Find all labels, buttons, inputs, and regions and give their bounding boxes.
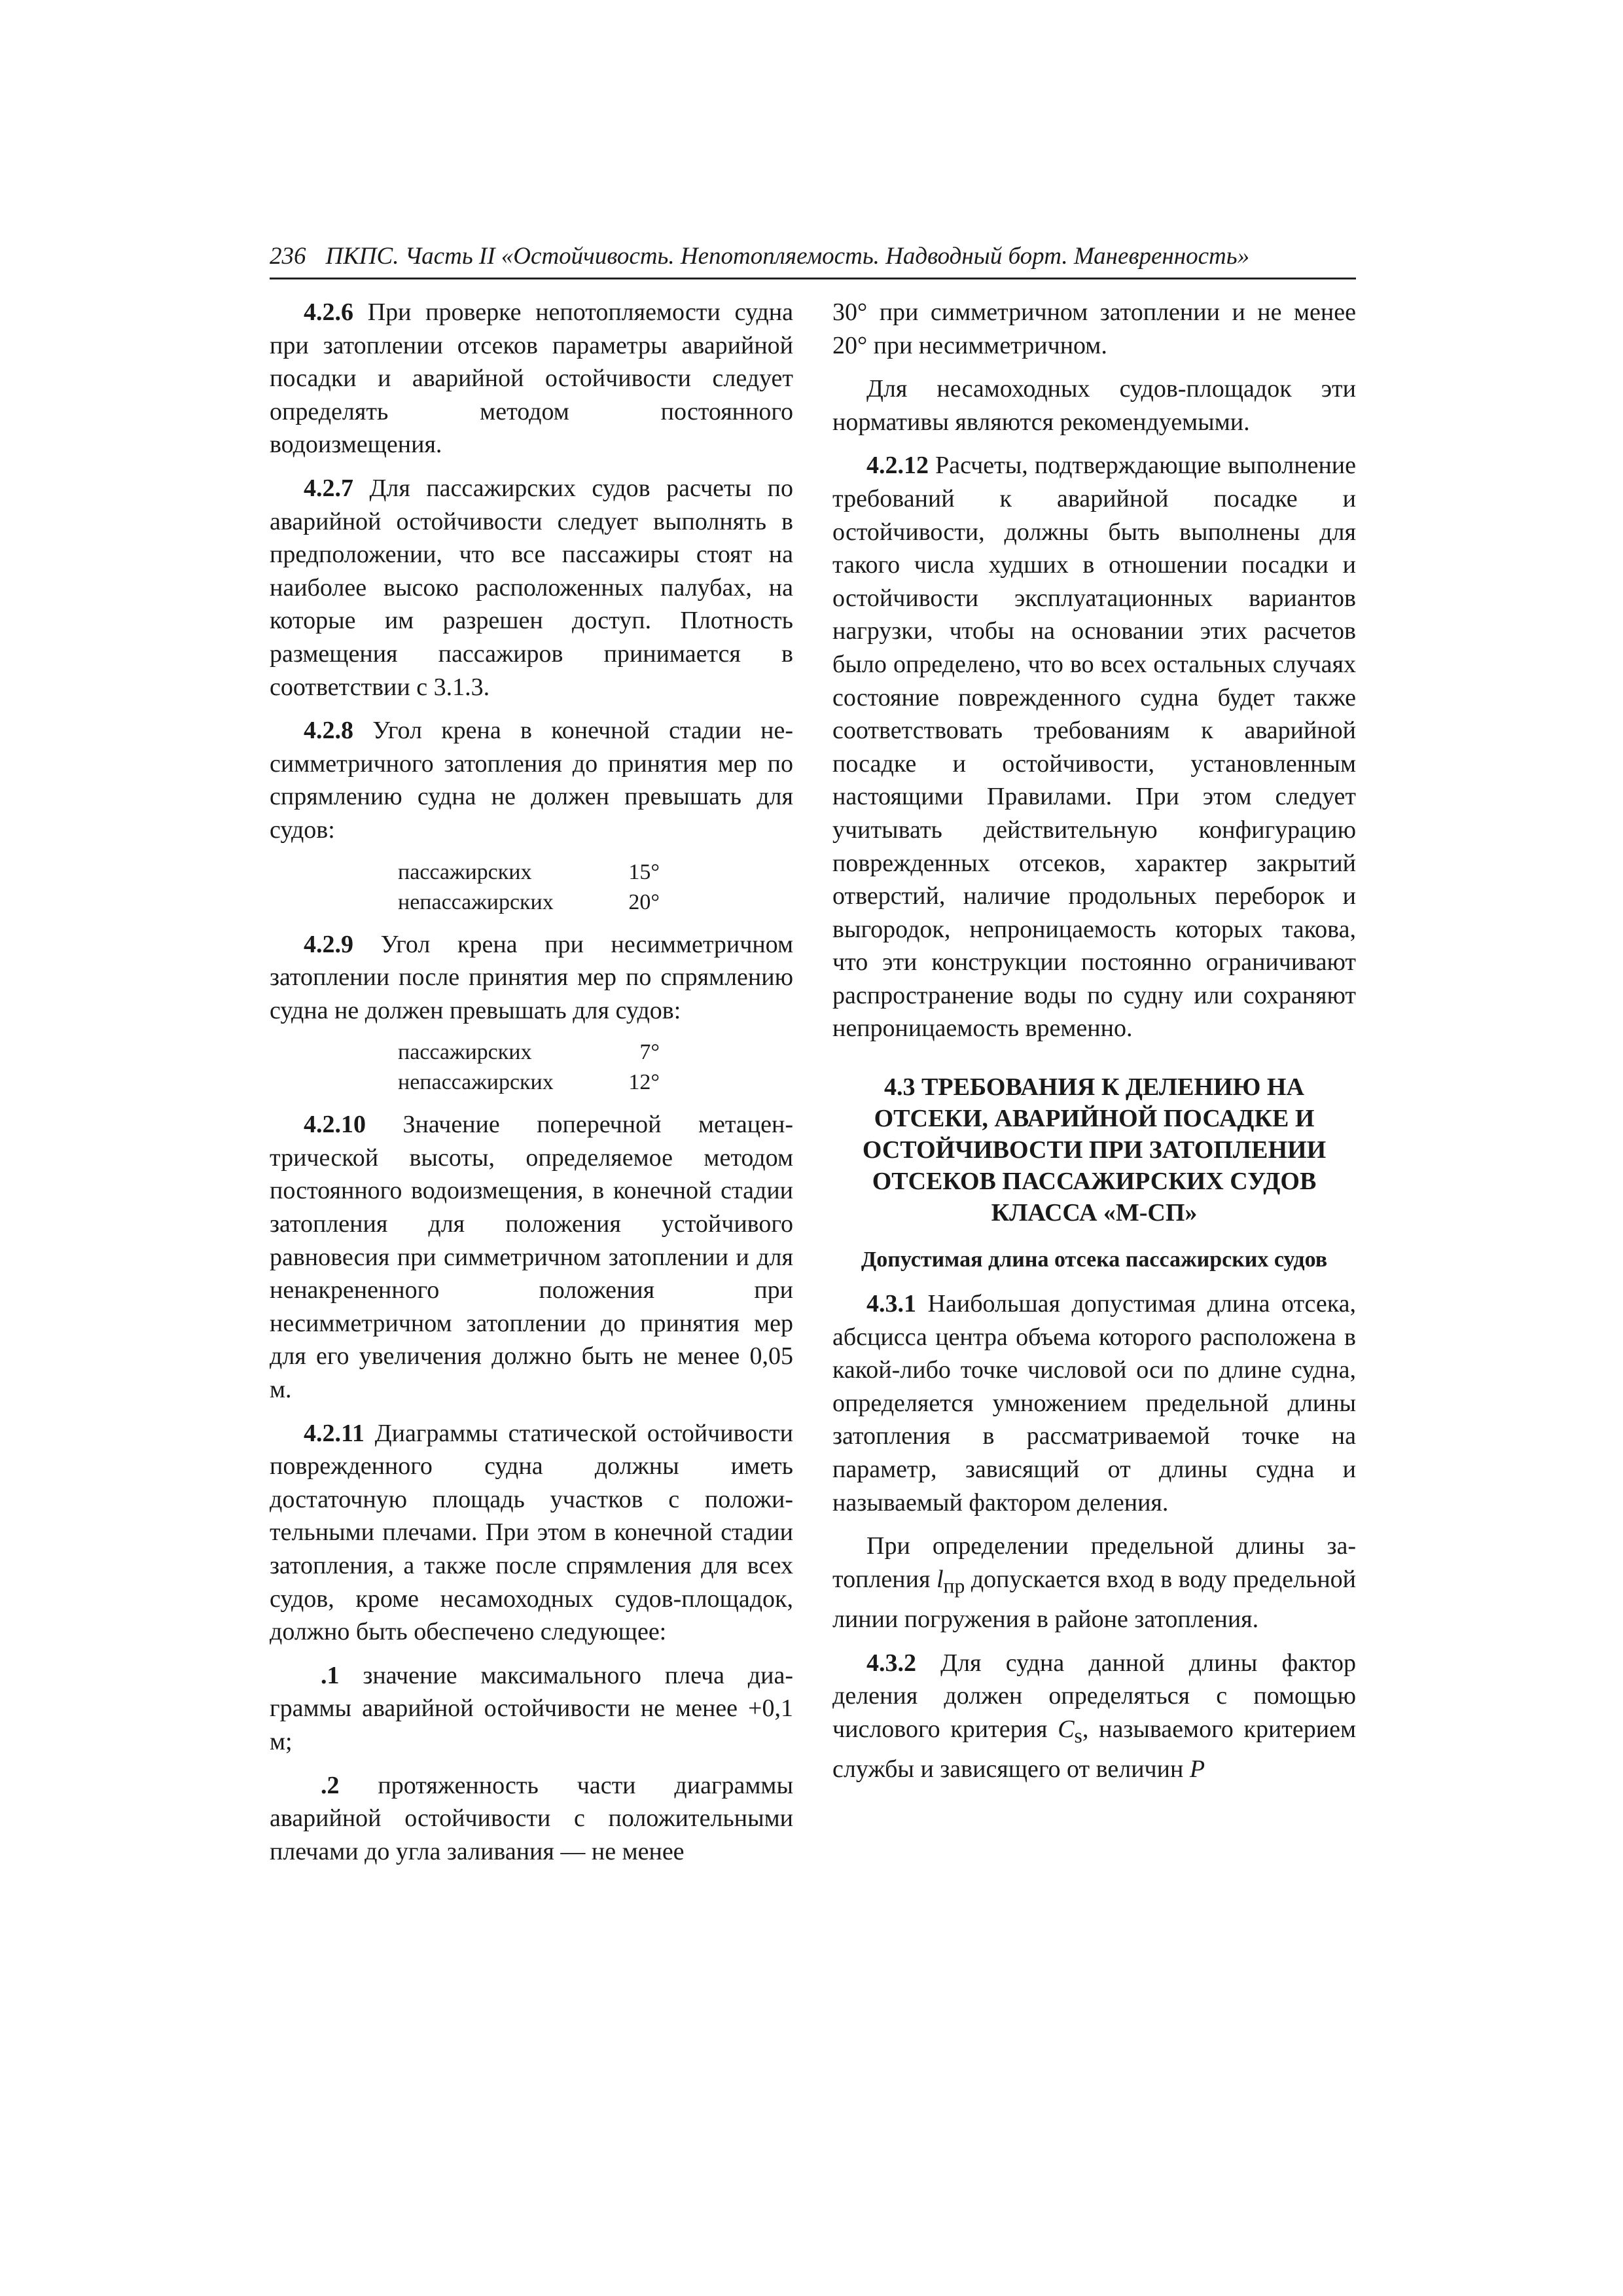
symbol-l: l [936,1565,944,1593]
heel-angle-table-4-2-8 [398,857,660,918]
heel-angle-table-4-2-9 [398,1037,660,1098]
table-row [398,1067,660,1098]
subsection-title: Допустимая длина отсека пассажирских судов [861,1247,1328,1272]
page-number: 236 [270,243,306,270]
symbol-p: P [1189,1755,1205,1783]
running-title: ПКПС. Часть II «Остойчивость. Непотопляемость. Надводный борт. Маневренность» [325,243,1250,270]
text-after: допускается вход в воду предельной линии погружения в районе затопления. [832,1565,1356,1633]
item-text: протяженность части диаграммы аварийной остойчивости с положительными плечами до угла заливания — не менее [270,1771,794,1865]
table-row [398,1037,660,1067]
list-item-1 [270,1659,793,1759]
text-middle: , называемого критерием службы и зависящего от величин [832,1715,1356,1783]
paragraph-4-3-1 [832,1287,1356,1519]
text-before: Для судна данной длины фактор деления должен определяться с помощью числового критерия [832,1649,1356,1743]
left-column [270,296,793,1878]
paragraph-non-self-propelled: Для несамоходных судов-площадок эти нормативы являются рекомендуемыми. [832,375,1356,436]
paragraph-4-2-9 [270,928,793,1028]
clause-text: Значение поперечной метацентрической высоты, определяемое методом постоянного водоизмещения, в конечной стадии затопления для положения устойчивого равновесия при симметричном затоплении и для ненакрененного положения при несимметричном затоплении до принятия мер для его увеличения должно быть не менее 0,05 м. [270,1111,793,1404]
clause-number: 4.2.8 [304,717,353,745]
angle-value: 7° [639,1040,660,1065]
running-header [270,241,1356,279]
clause-text: Угол крена в конечной стадии несимметричного затопления до принятия мер по спрямлению судна не должен превышать для судов: [270,717,793,844]
clause-text: Угол крена при несимметричном затоплении после принятия мер по спрямлению судна не должен превышать для судов: [270,930,794,1024]
clause-text: Наибольшая допустимая длина отсека, абсцисса центра объема которого расположена в какой-либо точке числовой оси по длине судна, определяется умножением предельной длины затопления в рассматриваемой точке на параметр, зависящий от длины судна и называемый фактором деления. [832,1290,1357,1516]
vessel-type: пассажирских [398,859,532,884]
list-item-2 [270,1769,793,1869]
paragraph-4-2-6 [270,296,793,461]
clause-text: Диаграммы статической остойчивости поврежденного судна должны иметь достаточную площадь участков с положительными плечами. При этом в конечной стадии затопления, а также после спрямления для всех судов, кроме несамоходных судов-площадок, должно быть обеспечено следующее: [270,1419,793,1646]
continued-text: 30° при симметричном затоплении и не менее 20° при несимметричном. [832,298,1356,359]
symbol-subscript: пр [943,1574,965,1598]
paragraph-4-2-7 [270,472,793,704]
paragraph-flooding-length [832,1530,1356,1636]
paragraph-4-2-8 [270,714,793,846]
clause-text: Расчеты, подтверждающие выполнение требований к аварийной посадке и остойчивости, должны быть выполнены для такого числа худших в отношении посадки и остойчивости эксплуатационных вариантов нагрузки, чтобы на основании этих расчетов было определено, что во всех остальных случаях состояние поврежденного судна будет также соответствовать требованиям к аварийной посадке и остойчивости, установленным настоящими Правилами. При этом следует учитывать действительную конфигурацию поврежденных отсеков, характер закрытий отверстий, наличие продольных переборок и выгородок, непроницаемость которых такова, что эти конструкции постоянно ограничивают распространение воды по судну или сохраняют непроницаемость временно. [832,452,1356,1043]
clause-number: 4.2.10 [304,1111,366,1139]
symbol-subscript: s [1074,1724,1082,1748]
table-row [398,888,660,918]
text-before: При определении предельной длины затопления [832,1532,1356,1593]
symbol-c: C [1058,1715,1075,1743]
section-title-4-3: 4.3 ТРЕБОВАНИЯ К ДЕЛЕНИЮ НА ОТСЕКИ, АВАРИЙНОЙ ПОСАДКЕ И ОСТОЙЧИВОСТИ ПРИ ЗАТОПЛЕНИИ ОТСЕКОВ ПАССАЖИРСКИХ СУДОВ КЛАССА «М-СП» [862,1073,1327,1227]
paragraph-4-2-11 [270,1417,793,1649]
clause-number: 4.2.12 [866,452,929,480]
vessel-type: пассажирских [398,1040,532,1065]
angle-value: 12° [628,1070,660,1095]
clause-number: 4.2.9 [304,930,353,958]
angle-value: 15° [628,859,660,884]
item-number: .2 [321,1771,340,1799]
vessel-type: непассажирских [398,1070,554,1095]
table-row [398,857,660,888]
angle-value: 20° [628,889,660,914]
clause-number: 4.2.11 [304,1419,365,1447]
clause-text: Для пассажирских судов расчеты по аварийной остойчивости следует выполнять в предположении, что все пассажиры стоят на наиболее высоко расположенных палубах, на которые им разрешен доступ. Плотность размещения пассажиров принимается в соответствии с 3.1.3. [270,474,794,701]
vessel-type: непассажирских [398,889,554,914]
clause-number: 4.2.7 [304,474,353,502]
clause-number: 4.3.2 [866,1649,916,1677]
paragraph-4-2-10 [270,1108,793,1406]
right-column [832,296,1356,1797]
item-text: значение максимального плеча диаграммы аварийной остойчивости не менее +0,1 м; [270,1661,793,1755]
clause-text: При проверке непотопляемости судна при затоплении отсеков параметры аварийной посадки и аварийной остойчивости следует определять методом постоянного водоизмещения. [270,298,793,459]
clause-number: 4.3.1 [866,1290,916,1318]
paragraph-4-3-2 [832,1647,1356,1786]
item-number: .1 [321,1661,340,1689]
clause-number: 4.2.6 [304,298,353,326]
paragraph-4-2-12 [832,449,1356,1045]
